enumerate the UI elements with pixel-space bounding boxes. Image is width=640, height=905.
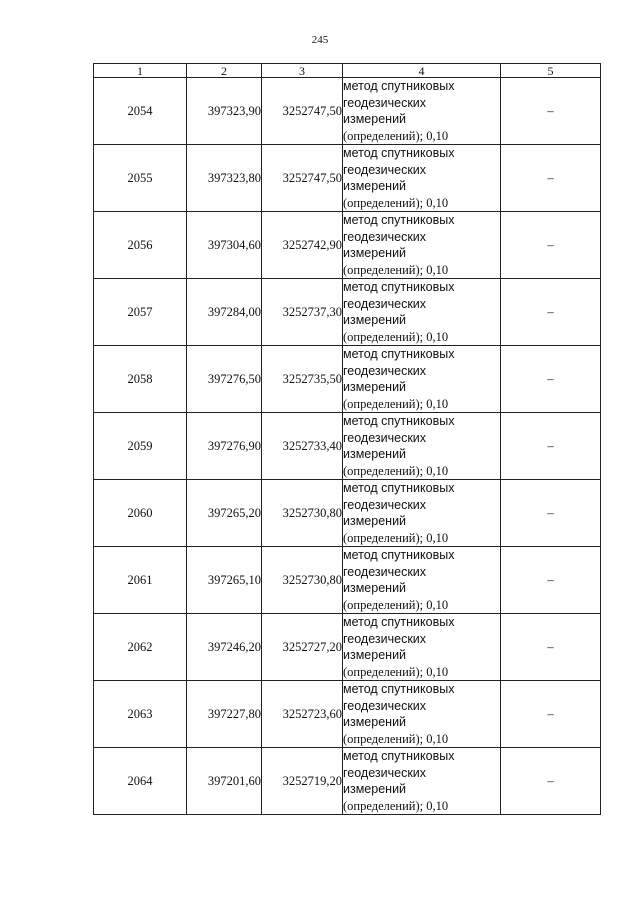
column-header-2: 2 [187, 64, 262, 78]
coordinate-x: 397265,20 [187, 480, 262, 547]
coordinate-y: 3252747,50 [262, 145, 343, 212]
column-header-3: 3 [262, 64, 343, 78]
method-cell [343, 279, 501, 346]
method-line: измерений [343, 514, 407, 528]
method-line: (определений); 0,10 [343, 195, 449, 210]
table-body [94, 78, 601, 815]
method-cell [343, 614, 501, 681]
method-line: метод спутниковых [343, 749, 455, 763]
table-row [94, 480, 601, 547]
method-line: измерений [343, 380, 407, 394]
coordinate-y: 3252742,90 [262, 212, 343, 279]
note-cell: – [501, 748, 601, 815]
coordinate-x: 397284,00 [187, 279, 262, 346]
method-cell [343, 346, 501, 413]
column-header-5: 5 [501, 64, 601, 78]
method-line: метод спутниковых [343, 79, 455, 93]
coordinate-x: 397227,80 [187, 681, 262, 748]
method-line: измерений [343, 112, 407, 126]
note-cell: – [501, 480, 601, 547]
method-cell [343, 748, 501, 815]
coordinate-y: 3252727,20 [262, 614, 343, 681]
coordinate-x: 397323,90 [187, 78, 262, 145]
table-row [94, 748, 601, 815]
method-line: (определений); 0,10 [343, 128, 449, 143]
coordinate-y: 3252723,60 [262, 681, 343, 748]
method-line: измерений [343, 715, 407, 729]
method-line: измерений [343, 313, 407, 327]
method-line: метод спутниковых [343, 682, 455, 696]
point-number: 2060 [94, 480, 187, 547]
method-line: метод спутниковых [343, 481, 455, 495]
table-row [94, 212, 601, 279]
table-header-row [94, 64, 601, 78]
method-line: измерений [343, 782, 407, 796]
table-row [94, 78, 601, 145]
method-cell [343, 681, 501, 748]
method-line: измерений [343, 246, 407, 260]
column-header-1: 1 [94, 64, 187, 78]
point-number: 2054 [94, 78, 187, 145]
method-line: геодезических [343, 765, 427, 780]
table-row [94, 279, 601, 346]
method-line: метод спутниковых [343, 347, 455, 361]
point-number: 2061 [94, 547, 187, 614]
method-line: метод спутниковых [343, 414, 455, 428]
point-number: 2059 [94, 413, 187, 480]
method-line: геодезических [343, 229, 427, 244]
note-cell: – [501, 145, 601, 212]
method-cell [343, 145, 501, 212]
method-line: геодезических [343, 698, 427, 713]
method-line: (определений); 0,10 [343, 731, 449, 746]
table-row [94, 547, 601, 614]
coordinate-x: 397201,60 [187, 748, 262, 815]
note-cell: – [501, 212, 601, 279]
column-header-4: 4 [343, 64, 501, 78]
note-cell: – [501, 78, 601, 145]
method-line: (определений); 0,10 [343, 463, 449, 478]
method-line: (определений); 0,10 [343, 262, 449, 277]
method-line: метод спутниковых [343, 615, 455, 629]
point-number: 2062 [94, 614, 187, 681]
point-number: 2064 [94, 748, 187, 815]
method-cell [343, 78, 501, 145]
coordinate-y: 3252730,80 [262, 547, 343, 614]
method-line: (определений); 0,10 [343, 329, 449, 344]
method-line: метод спутниковых [343, 280, 455, 294]
note-cell: – [501, 413, 601, 480]
point-number: 2056 [94, 212, 187, 279]
method-line: геодезических [343, 296, 427, 311]
note-cell: – [501, 279, 601, 346]
point-number: 2058 [94, 346, 187, 413]
coordinate-y: 3252737,30 [262, 279, 343, 346]
method-line: измерений [343, 581, 407, 595]
coordinate-y: 3252730,80 [262, 480, 343, 547]
method-line: метод спутниковых [343, 548, 455, 562]
method-line: измерений [343, 648, 407, 662]
coordinate-x: 397323,80 [187, 145, 262, 212]
coordinate-x: 397304,60 [187, 212, 262, 279]
method-line: геодезических [343, 363, 427, 378]
method-line: (определений); 0,10 [343, 597, 449, 612]
table-row [94, 614, 601, 681]
coordinate-x: 397246,20 [187, 614, 262, 681]
method-line: метод спутниковых [343, 146, 455, 160]
method-line: геодезических [343, 497, 427, 512]
point-number: 2063 [94, 681, 187, 748]
method-line: геодезических [343, 564, 427, 579]
coordinates-table [93, 63, 601, 815]
page-number: 245 [311, 34, 329, 46]
method-line: (определений); 0,10 [343, 396, 449, 411]
coordinate-y: 3252719,20 [262, 748, 343, 815]
table-row [94, 145, 601, 212]
coordinate-x: 397276,90 [187, 413, 262, 480]
method-cell [343, 413, 501, 480]
coordinate-x: 397265,10 [187, 547, 262, 614]
note-cell: – [501, 614, 601, 681]
method-cell [343, 480, 501, 547]
method-line: (определений); 0,10 [343, 664, 449, 679]
coordinate-y: 3252733,40 [262, 413, 343, 480]
point-number: 2055 [94, 145, 187, 212]
coordinate-y: 3252747,50 [262, 78, 343, 145]
method-cell [343, 547, 501, 614]
method-line: метод спутниковых [343, 213, 455, 227]
note-cell: – [501, 547, 601, 614]
method-line: геодезических [343, 162, 427, 177]
table-row [94, 413, 601, 480]
method-line: геодезических [343, 430, 427, 445]
method-cell [343, 212, 501, 279]
note-cell: – [501, 346, 601, 413]
method-line: геодезических [343, 631, 427, 646]
method-line: измерений [343, 447, 407, 461]
method-line: (определений); 0,10 [343, 798, 449, 813]
method-line: (определений); 0,10 [343, 530, 449, 545]
method-line: геодезических [343, 95, 427, 110]
table-row [94, 346, 601, 413]
coordinate-y: 3252735,50 [262, 346, 343, 413]
method-line: измерений [343, 179, 407, 193]
table-row [94, 681, 601, 748]
point-number: 2057 [94, 279, 187, 346]
note-cell: – [501, 681, 601, 748]
coordinate-x: 397276,50 [187, 346, 262, 413]
